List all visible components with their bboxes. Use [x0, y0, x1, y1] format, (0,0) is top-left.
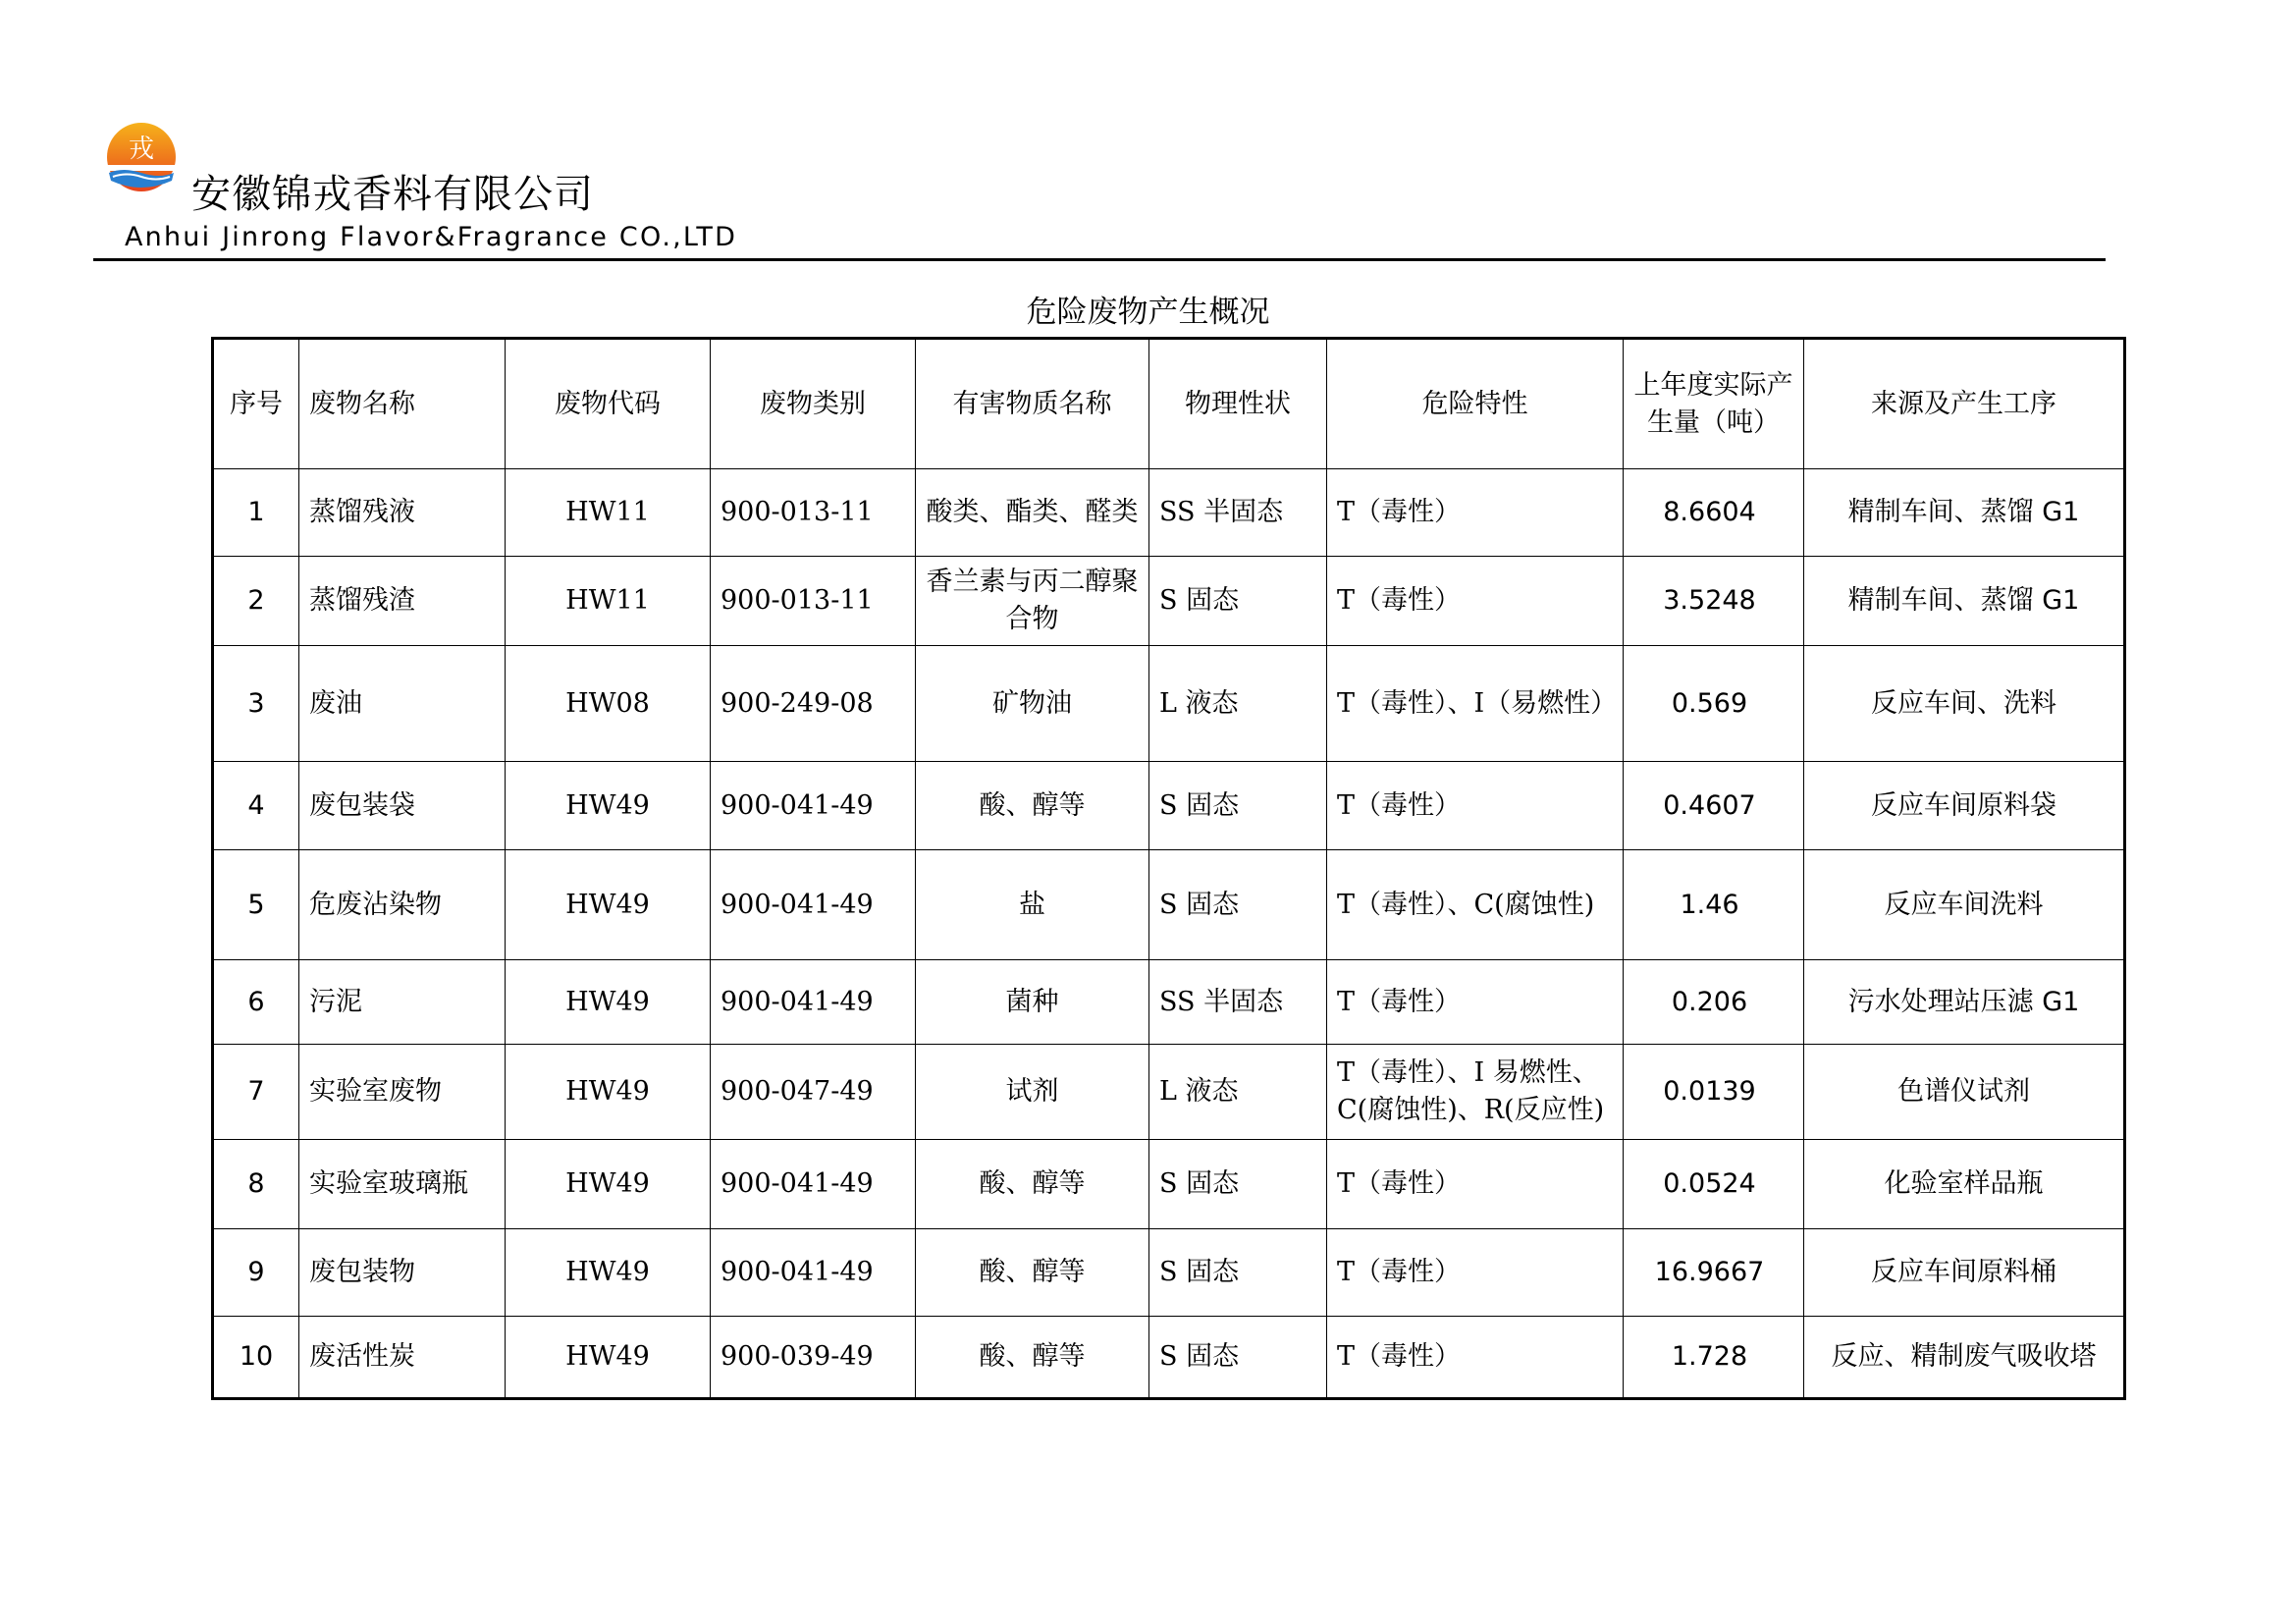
table-row [213, 1317, 2125, 1399]
table-row [213, 646, 2125, 762]
cell-waste-category: 900-041-49 [711, 960, 916, 1045]
cell-waste-category: 900-039-49 [711, 1317, 916, 1399]
cell-waste-category: 900-041-49 [711, 762, 916, 850]
table-row [213, 1045, 2125, 1140]
cell-source-process: 反应车间、洗料 [1804, 646, 2125, 762]
cell-waste-category: 900-249-08 [711, 646, 916, 762]
cell-annual-quantity: 3.5248 [1624, 557, 1804, 646]
cell-source-process: 反应车间洗料 [1804, 850, 2125, 960]
cell-waste-name: 废包装物 [299, 1229, 506, 1317]
cell-physical-state: S 固态 [1149, 850, 1327, 960]
table-header-row [213, 339, 2125, 469]
cell-waste-name: 实验室玻璃瓶 [299, 1140, 506, 1229]
cell-hazard-property: T（毒性） [1327, 960, 1624, 1045]
table-row [213, 1229, 2125, 1317]
cell-waste-code: HW49 [506, 762, 711, 850]
hazardous-waste-table [211, 337, 2126, 1400]
cell-hazardous-substance: 酸、醇等 [916, 762, 1149, 850]
cell-seq: 1 [213, 469, 299, 557]
cell-seq: 7 [213, 1045, 299, 1140]
cell-waste-category: 900-013-11 [711, 557, 916, 646]
cell-hazardous-substance: 矿物油 [916, 646, 1149, 762]
cell-hazard-property: T（毒性） [1327, 762, 1624, 850]
cell-seq: 5 [213, 850, 299, 960]
col-header-waste-category: 废物类别 [711, 339, 916, 469]
col-header-hazardous-substance: 有害物质名称 [916, 339, 1149, 469]
cell-hazard-property: T（毒性） [1327, 1229, 1624, 1317]
table-row [213, 850, 2125, 960]
cell-source-process: 化验室样品瓶 [1804, 1140, 2125, 1229]
cell-physical-state: S 固态 [1149, 557, 1327, 646]
cell-annual-quantity: 0.0524 [1624, 1140, 1804, 1229]
cell-hazardous-substance: 盐 [916, 850, 1149, 960]
cell-waste-code: HW49 [506, 1140, 711, 1229]
cell-annual-quantity: 0.0139 [1624, 1045, 1804, 1140]
table-row [213, 1140, 2125, 1229]
cell-annual-quantity: 16.9667 [1624, 1229, 1804, 1317]
cell-seq: 2 [213, 557, 299, 646]
cell-waste-name: 蒸馏残液 [299, 469, 506, 557]
cell-physical-state: S 固态 [1149, 762, 1327, 850]
col-header-annual-quantity: 上年度实际产生量（吨） [1624, 339, 1804, 469]
cell-waste-name: 危废沾染物 [299, 850, 506, 960]
cell-hazard-property: T（毒性）、I（易燃性） [1327, 646, 1624, 762]
cell-waste-code: HW11 [506, 557, 711, 646]
cell-source-process: 反应车间原料袋 [1804, 762, 2125, 850]
cell-source-process: 精制车间、蒸馏 G1 [1804, 557, 2125, 646]
company-logo-icon [103, 122, 180, 198]
letterhead [93, 116, 2106, 263]
cell-seq: 6 [213, 960, 299, 1045]
cell-hazardous-substance: 酸类、酯类、醛类 [916, 469, 1149, 557]
cell-source-process: 污水处理站压滤 G1 [1804, 960, 2125, 1045]
cell-physical-state: S 固态 [1149, 1229, 1327, 1317]
cell-hazard-property: T（毒性）、C(腐蚀性) [1327, 850, 1624, 960]
cell-waste-name: 蒸馏残渣 [299, 557, 506, 646]
cell-seq: 10 [213, 1317, 299, 1399]
cell-seq: 9 [213, 1229, 299, 1317]
cell-waste-category: 900-041-49 [711, 1229, 916, 1317]
header-divider [93, 258, 2106, 261]
col-header-source-process: 来源及产生工序 [1804, 339, 2125, 469]
cell-source-process: 反应车间原料桶 [1804, 1229, 2125, 1317]
cell-waste-code: HW11 [506, 469, 711, 557]
table-row [213, 557, 2125, 646]
cell-hazardous-substance: 酸、醇等 [916, 1317, 1149, 1399]
cell-physical-state: SS 半固态 [1149, 960, 1327, 1045]
cell-waste-category: 900-041-49 [711, 1140, 916, 1229]
cell-hazardous-substance: 香兰素与丙二醇聚合物 [916, 557, 1149, 646]
cell-annual-quantity: 8.6604 [1624, 469, 1804, 557]
cell-waste-category: 900-013-11 [711, 469, 916, 557]
cell-waste-name: 废活性炭 [299, 1317, 506, 1399]
cell-physical-state: L 液态 [1149, 646, 1327, 762]
cell-waste-category: 900-047-49 [711, 1045, 916, 1140]
cell-waste-code: HW49 [506, 1045, 711, 1140]
cell-waste-code: HW49 [506, 960, 711, 1045]
cell-annual-quantity: 0.569 [1624, 646, 1804, 762]
cell-waste-name: 污泥 [299, 960, 506, 1045]
company-name-cn: 安徽锦戎香料有限公司 [191, 172, 594, 217]
col-header-physical-state: 物理性状 [1149, 339, 1327, 469]
cell-hazardous-substance: 试剂 [916, 1045, 1149, 1140]
cell-annual-quantity: 1.46 [1624, 850, 1804, 960]
table-row [213, 469, 2125, 557]
col-header-seq: 序号 [213, 339, 299, 469]
svg-text:戎: 戎 [128, 135, 155, 164]
cell-source-process: 色谱仪试剂 [1804, 1045, 2125, 1140]
cell-seq: 4 [213, 762, 299, 850]
table-row [213, 762, 2125, 850]
cell-physical-state: SS 半固态 [1149, 469, 1327, 557]
cell-hazard-property: T（毒性） [1327, 469, 1624, 557]
cell-waste-category: 900-041-49 [711, 850, 916, 960]
cell-hazardous-substance: 酸、醇等 [916, 1229, 1149, 1317]
cell-physical-state: S 固态 [1149, 1140, 1327, 1229]
cell-seq: 8 [213, 1140, 299, 1229]
cell-source-process: 反应、精制废气吸收塔 [1804, 1317, 2125, 1399]
cell-waste-name: 废包装袋 [299, 762, 506, 850]
company-name-en: Anhui Jinrong Flavor&Fragrance CO.,LTD [125, 222, 738, 252]
cell-hazardous-substance: 酸、醇等 [916, 1140, 1149, 1229]
cell-physical-state: L 液态 [1149, 1045, 1327, 1140]
col-header-waste-name: 废物名称 [299, 339, 506, 469]
cell-hazard-property: T（毒性） [1327, 1140, 1624, 1229]
cell-annual-quantity: 0.206 [1624, 960, 1804, 1045]
cell-waste-code: HW49 [506, 850, 711, 960]
cell-physical-state: S 固态 [1149, 1317, 1327, 1399]
cell-seq: 3 [213, 646, 299, 762]
cell-waste-name: 实验室废物 [299, 1045, 506, 1140]
cell-hazard-property: T（毒性） [1327, 557, 1624, 646]
col-header-waste-code: 废物代码 [506, 339, 711, 469]
cell-hazardous-substance: 菌种 [916, 960, 1149, 1045]
cell-hazard-property: T（毒性） [1327, 1317, 1624, 1399]
col-header-hazard-property: 危险特性 [1327, 339, 1624, 469]
cell-hazard-property: T（毒性）、I 易燃性、C(腐蚀性)、R(反应性) [1327, 1045, 1624, 1140]
table-row [213, 960, 2125, 1045]
cell-waste-name: 废油 [299, 646, 506, 762]
page-title: 危险废物产生概况 [1026, 295, 1270, 330]
cell-annual-quantity: 0.4607 [1624, 762, 1804, 850]
cell-waste-code: HW49 [506, 1229, 711, 1317]
cell-waste-code: HW08 [506, 646, 711, 762]
cell-waste-code: HW49 [506, 1317, 711, 1399]
cell-source-process: 精制车间、蒸馏 G1 [1804, 469, 2125, 557]
cell-annual-quantity: 1.728 [1624, 1317, 1804, 1399]
